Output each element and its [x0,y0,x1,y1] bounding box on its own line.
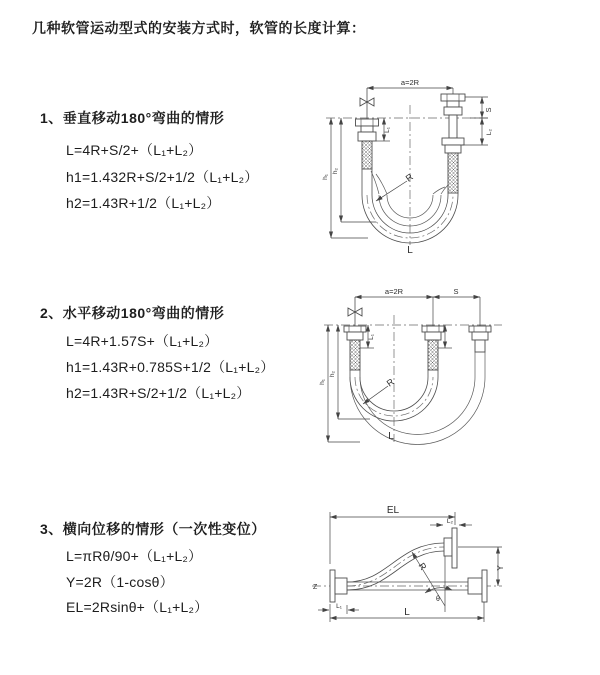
dimension-l2 [430,518,472,525]
radius-callout [412,552,445,606]
dim-label-l: L [404,607,410,618]
pipe-fitting-right [441,94,465,193]
diagram-vertical-bend [310,75,600,260]
dim-label-h2: h₂ [329,370,336,378]
flange-upper [444,528,457,568]
formula-line: EL=2Rsinθ+（L₁+L₂） [66,599,209,615]
dim-label-l1: L₁ [384,127,391,133]
radius-label: R [403,171,415,184]
formula-line: L=4R+1.57S+（L₁+L₂） [66,333,219,349]
formula-line: L=4R+S/2+（L₁+L₂） [66,142,203,158]
diagram-horizontal-bend [310,282,600,454]
valve-icon [360,88,374,119]
formula-line: h1=1.432R+S/2+1/2（L₁+L₂） [66,169,259,185]
dim-label-y: Y [496,565,505,571]
pipe-fitting-right [469,326,491,352]
dim-label-l1: L₁ [336,603,342,610]
dim-label-l2: L₂ [446,518,454,525]
dim-label-l2: L₂ [486,128,493,136]
dimension-s [465,97,493,118]
valve-icon [348,297,362,326]
formula-line: h2=1.43R+S/2+1/2（L₁+L₂） [66,385,251,401]
radius-label: R [416,561,429,572]
dim-label-l1: L₁ [368,334,375,340]
diagram-lateral-displacement [300,500,600,640]
formula-line: L=πRθ/90+（L₁+L₂） [66,548,203,564]
radius-label: R [384,376,396,389]
dimension-el [330,505,455,564]
dimension-s [433,287,480,326]
hose-displaced-s-curve [347,543,444,590]
dim-label-a2r: a=2R [384,287,404,296]
section-3-heading: 3、横向位移的情形（一次性变位） [40,521,266,537]
dimension-l2 [462,118,493,145]
dim-label-a2r: a=2R [400,78,420,87]
dim-label-h2: h₂ [332,167,339,175]
section-2-heading: 2、水平移动180°弯曲的情形 [40,305,225,321]
theta-label: θ [436,596,440,603]
radius-callout [376,171,415,201]
section-1-heading: 1、垂直移动180°弯曲的情形 [40,110,225,126]
flange-left [330,570,347,602]
dimension-l [330,602,484,622]
formula-line: h2=1.43R+1/2（L₁+L₂） [66,195,221,211]
dim-label-h1: h₁ [322,174,329,180]
theta-angle [425,556,452,612]
formula-line: Y=2R（1-cosθ） [66,574,174,590]
dimension-a2r [367,78,453,94]
dim-label-el: EL [386,505,400,516]
radius-callout [363,376,396,404]
length-label: L [388,431,394,442]
pipe-fitting-left [356,119,379,169]
dimension-l1 [318,603,359,614]
dim-label-s: S [484,107,493,113]
formula-line: h1=1.43R+0.785S+1/2（L₁+L₂） [66,359,275,375]
page-title: 几种软管运动型式的安装方式时，软管的长度计算： [32,20,366,36]
dim-label-h1: h₁ [319,379,326,385]
length-label: L [407,245,413,256]
hose-u-bend-position-2 [350,352,485,444]
z-mark: Z [313,584,318,591]
dim-label-s: S [453,287,459,296]
flange-right [468,570,487,602]
